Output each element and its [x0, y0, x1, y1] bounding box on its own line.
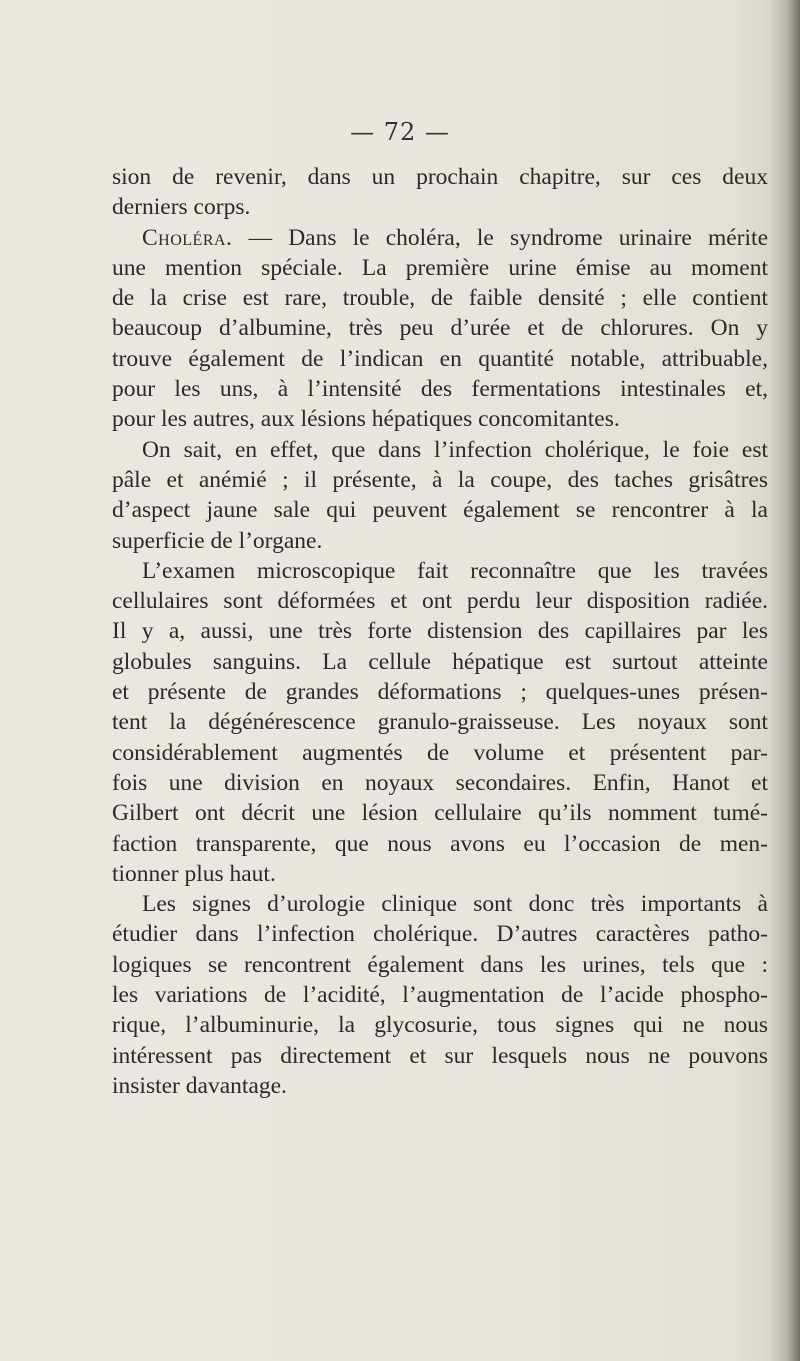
- text-line: [112, 192, 768, 222]
- line-text: les variations de l’acidité, l’augmentation de l’acide phospho-: [112, 982, 768, 1009]
- text-line: [112, 526, 768, 556]
- line-text: globules sanguins. La cellule hépatique est surtout atteinte: [112, 648, 768, 675]
- text-line: [112, 404, 768, 434]
- line-text: insister davantage.: [112, 1072, 287, 1099]
- line-text: de la crise est rare, trouble, de faible densité ; elle contient: [112, 285, 768, 312]
- text-line: [112, 374, 768, 404]
- text-line: [112, 707, 768, 737]
- line-text: On sait, en effet, que dans l’infection cholérique, le foie est: [142, 436, 768, 463]
- line-text: pâle et anémié ; il présente, à la coupe, des taches grisâtres: [112, 466, 768, 493]
- text-line: [112, 738, 768, 768]
- line-text: beaucoup d’albumine, très peu d’urée et de chlorures. On y: [112, 315, 768, 342]
- text-line: [112, 798, 768, 828]
- line-text: pour les autres, aux lésions hépatiques concomitantes.: [112, 406, 620, 433]
- line-text: Gilbert ont décrit une lésion cellulaire qu’ils nomment tumé-: [112, 800, 768, 827]
- text-line: [112, 283, 768, 313]
- text-line: [112, 950, 768, 980]
- line-text: faction transparente, que nous avons eu l’occasion de men-: [112, 830, 768, 857]
- line-text: fois une division en noyaux secondaires. Enfin, Hanot et: [112, 769, 768, 796]
- line-text: — Dans le choléra, le syndrome urinaire mérite: [232, 224, 768, 251]
- page-edge-shadow: [770, 0, 800, 1361]
- text-line: [112, 889, 768, 919]
- body-text: [112, 162, 768, 1101]
- text-line: [112, 768, 768, 798]
- text-line: [112, 344, 768, 374]
- text-line: [112, 859, 768, 889]
- line-text: étudier dans l’infection cholérique. D’autres caractères patho-: [112, 921, 768, 948]
- line-text: sion de revenir, dans un prochain chapitre, sur ces deux: [112, 164, 768, 190]
- line-text: une mention spéciale. La première urine émise au moment: [112, 254, 768, 281]
- text-line: [112, 556, 768, 586]
- text-line: [112, 313, 768, 343]
- line-text: trouve également de l’indican en quantité notable, attribuable,: [112, 345, 768, 372]
- text-line: [112, 223, 768, 253]
- line-text: pour les uns, à l’intensité des fermentations intestinales et,: [112, 376, 768, 403]
- text-line: [112, 1010, 768, 1040]
- text-line: [112, 495, 768, 525]
- line-text: L’examen microscopique fait reconnaître que les travées: [142, 557, 768, 584]
- text-line: [112, 465, 768, 495]
- line-text: Il y a, aussi, une très forte distension des capillaires par les: [112, 618, 768, 645]
- page-number: — 72 —: [350, 118, 450, 146]
- section-heading: Choléra.: [142, 224, 233, 251]
- line-text: superficie de l’organe.: [112, 527, 323, 554]
- line-text: derniers corps.: [112, 194, 251, 221]
- line-text: rique, l’albuminurie, la glycosurie, tous signes qui ne nous: [112, 1012, 768, 1039]
- text-line: [112, 919, 768, 949]
- text-line: [112, 829, 768, 859]
- text-line: [112, 1041, 768, 1071]
- line-text: intéressent pas directement et sur lesquels nous ne pouvons: [112, 1042, 768, 1069]
- line-text: tionner plus haut.: [112, 860, 276, 887]
- line-text: cellulaires sont déformées et ont perdu leur disposition radiée.: [112, 588, 768, 615]
- text-line: [112, 586, 768, 616]
- text-line: [112, 980, 768, 1010]
- text-line: [112, 677, 768, 707]
- text-line: [112, 1071, 768, 1101]
- text-line: [112, 647, 768, 677]
- text-line: [112, 616, 768, 646]
- line-text: Les signes d’urologie clinique sont donc très importants à: [142, 891, 768, 918]
- line-text: considérablement augmentés de volume et présentent par-: [112, 739, 768, 766]
- text-line: [112, 162, 768, 192]
- text-line: [112, 435, 768, 465]
- line-text: logiques se rencontrent également dans les urines, tels que :: [112, 951, 768, 978]
- text-line: [112, 253, 768, 283]
- line-text: tent la dégénérescence granulo-graisseuse. Les noyaux sont: [112, 709, 768, 736]
- line-text: d’aspect jaune sale qui peuvent également se rencontrer à la: [112, 497, 768, 524]
- line-text: et présente de grandes déformations ; quelques-unes présen-: [112, 679, 768, 706]
